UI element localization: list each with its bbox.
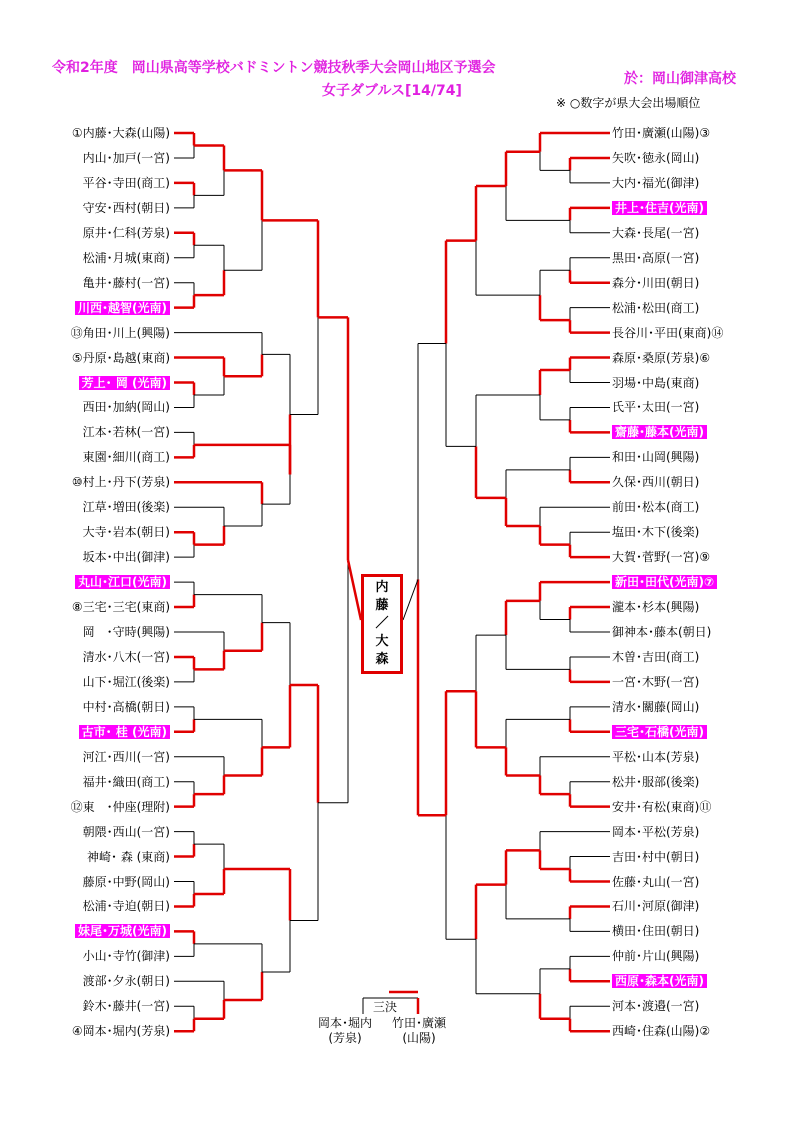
right-entry: 森分･川田(朝日)	[612, 275, 700, 290]
right-entry: 吉田･村中(朝日)	[612, 849, 700, 864]
right-entry: 和田･山岡(興陽)	[612, 450, 700, 465]
right-entry: 大内･福光(御津)	[612, 175, 700, 190]
right-entry: 横田･住田(朝日)	[612, 924, 700, 939]
right-entry: 御神本･藤本(朝日)	[612, 625, 712, 639]
left-entry: ⑤丹原･島越(東商)	[71, 350, 170, 365]
left-entry: 丸山･江口(光南)	[75, 574, 170, 590]
left-entry: 中村･高橋(朝日)	[82, 699, 170, 714]
left-entry: 松浦･月城(東商)	[82, 250, 170, 265]
left-entry: ⑧三宅･三宅(東商)	[71, 600, 170, 615]
right-entry: 森原･桑原(芳泉)⑥	[612, 350, 711, 365]
right-entry: 河本･渡邉(一宮)	[612, 999, 700, 1014]
champion-box	[361, 574, 403, 674]
left-entry: ⑫東 ･仲座(理附)	[70, 799, 170, 814]
left-entry: 鈴木･藤井(一宮)	[82, 999, 170, 1014]
left-entry: 川西･越智(光南)	[75, 300, 170, 316]
left-entry: 亀井･藤村(一宮)	[82, 275, 170, 290]
third-place-left-school: (芳泉)	[328, 1031, 362, 1045]
right-entry: 瀧本･杉本(興陽)	[612, 600, 700, 615]
event-subtitle: 女子ダブルス[14/74]	[322, 83, 462, 99]
left-entry: 内山･加戸(一宮)	[82, 150, 170, 165]
third-place-left	[318, 1016, 372, 1046]
right-entry: 岡本･平松(芳泉)	[612, 824, 700, 839]
right-entry: 大賀･菅野(一宮)⑨	[612, 550, 711, 565]
right-entry: 前田･松本(商工)	[612, 500, 700, 515]
left-entry: 清水･八木(一宮)	[82, 649, 170, 664]
left-entry: 福井･織田(商工)	[82, 774, 170, 789]
champion-char: 内	[375, 580, 389, 595]
left-entry: 守安･西村(朝日)	[82, 200, 170, 215]
right-entry: 竹田･廣瀬(山陽)③	[612, 126, 711, 140]
left-entry: 古市･ 桂 (光南)	[79, 724, 170, 740]
left-entry: 坂本･中出(御津)	[82, 550, 170, 565]
third-place-left-name: 岡本･堀内	[318, 1016, 373, 1030]
right-entry: 久保･西川(朝日)	[612, 475, 700, 490]
right-entry: 黒田･高原(一宮)	[612, 250, 700, 265]
champion-char: ／	[375, 616, 389, 631]
left-entry: 渡部･夕永(朝日)	[82, 974, 170, 989]
right-entry: 一宮･木野(一宮)	[612, 674, 700, 689]
left-entry: 江本･若林(一宮)	[82, 425, 170, 440]
left-entry: 平谷･寺田(商工)	[82, 175, 170, 190]
right-entry: 西崎･住森(山陽)②	[612, 1024, 711, 1039]
bracket-line	[348, 560, 361, 620]
third-place-right	[392, 1016, 446, 1046]
champion-char: 大	[375, 634, 389, 649]
bracket-line	[403, 579, 418, 620]
left-entry: 江草･増田(後楽)	[82, 500, 170, 515]
right-entry: 井上･住吉(光南)	[612, 200, 707, 216]
ranking-note: ※ ○数字が県大会出場順位	[556, 96, 701, 110]
champion-char: 藤	[375, 598, 389, 613]
right-entry: 安井･有松(東商)⑪	[612, 799, 712, 814]
third-place-label: 三決	[373, 1000, 398, 1014]
tournament-title: 令和2年度 岡山県高等学校バドミントン競技秋季大会岡山地区予選会	[52, 60, 496, 76]
left-entry: 東園･細川(商工)	[82, 450, 170, 465]
left-entry: 岡 ･守時(興陽)	[82, 625, 170, 639]
third-place-right-name: 竹田･廣瀬	[392, 1016, 447, 1030]
left-entry: 原井･仁科(芳泉)	[82, 225, 170, 240]
left-entry: 藤原･中野(岡山)	[82, 874, 170, 889]
left-entry: 河江･西川(一宮)	[82, 749, 170, 764]
right-entry: 仲前･片山(興陽)	[612, 949, 700, 964]
right-entry: 松井･服部(後楽)	[612, 774, 700, 789]
right-entry: 矢吹･徳永(岡山)	[612, 150, 700, 165]
right-entry: 新田･田代(光南)⑦	[612, 574, 717, 590]
left-entry: ⑩村上･丹下(芳泉)	[71, 475, 170, 490]
third-place-right-school: (山陽)	[402, 1031, 436, 1045]
left-entry: ①内藤･大森(山陽)	[71, 126, 170, 140]
right-entry: 齋藤･藤本(光南)	[612, 424, 707, 440]
right-entry: 佐藤･丸山(一宮)	[612, 874, 700, 889]
left-entry: 山下･堀江(後楽)	[82, 674, 170, 689]
right-entry: 長谷川･平田(東商)⑭	[612, 325, 724, 340]
left-entry: 西田･加納(岡山)	[82, 400, 170, 415]
left-entry: ④岡本･堀内(芳泉)	[71, 1024, 170, 1039]
left-entry: 大寺･岩本(朝日)	[82, 525, 170, 540]
right-entry: 羽場･中島(東商)	[612, 375, 700, 390]
right-entry: 西原･森本(光南)	[612, 973, 707, 989]
left-entry: 朝隈･西山(一宮)	[82, 824, 170, 839]
left-entry: 小山･寺竹(御津)	[82, 949, 170, 964]
champion-char: 森	[375, 652, 389, 667]
right-entry: 塩田･木下(後楽)	[612, 525, 700, 540]
right-entry: 平松･山本(芳泉)	[612, 749, 700, 764]
right-entry: 松浦･松田(商工)	[612, 300, 700, 315]
right-entry: 氏平･太田(一宮)	[612, 400, 700, 415]
right-entry: 三宅･石橋(光南)	[612, 724, 707, 740]
left-entry: 芳上･ 岡 (光南)	[79, 375, 170, 391]
left-entry: 松浦･寺迫(朝日)	[82, 899, 170, 914]
venue-label: 於：岡山御津高校	[624, 71, 736, 87]
right-entry: 石川･河原(御津)	[612, 899, 700, 914]
right-entry: 木曽･吉田(商工)	[612, 649, 700, 664]
right-entry: 清水･關藤(岡山)	[612, 699, 700, 714]
left-entry: ⑬角田･川上(興陽)	[70, 325, 170, 340]
right-entry: 大森･長尾(一宮)	[612, 225, 700, 240]
left-entry: 妹尾･万城(光南)	[75, 923, 170, 939]
left-entry: 神崎･ 森 (東商)	[87, 849, 170, 864]
